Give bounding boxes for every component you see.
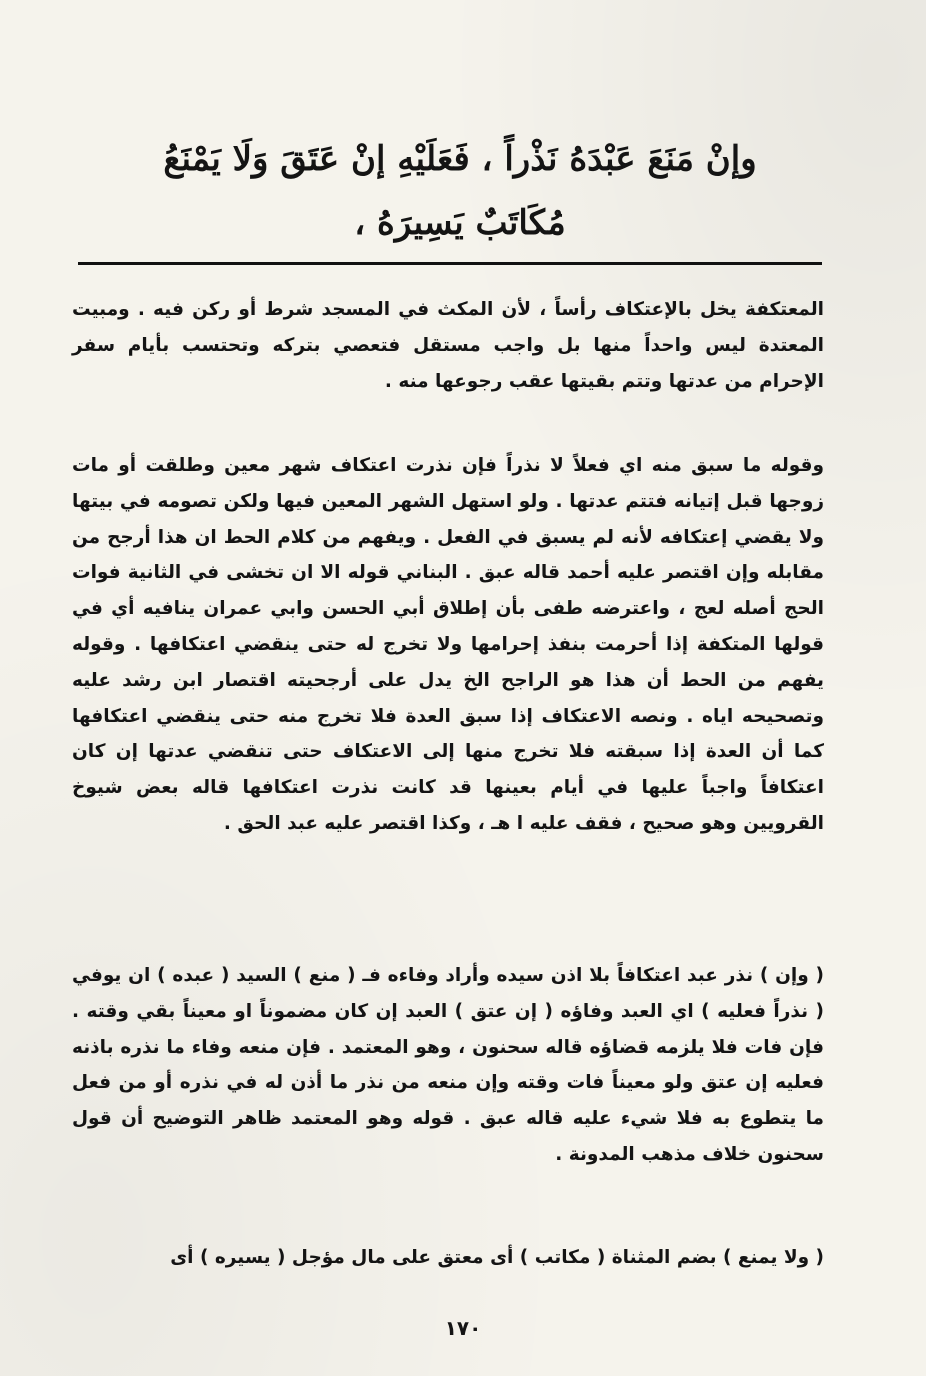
separator-rule [78, 262, 822, 265]
commentary-paragraph-1: المعتكفة يخل بالإعتكاف رأساً ، لأن المكث في المسجد شرط أو ركن فيه . ومبيت المعتدة ليس واحداً منها بل واجب مستقل فتعصي بتركه وتحتسب بأيام سفر الإحرام من عدتها وتتم بقيتها عقب رجوعها منه . [72, 299, 824, 392]
commentary-paragraph-3: ( وإن ) نذر عبد اعتكافاً بلا اذن سيده وأراد وفاءه فـ ( منع ) السيد ( عبده ) ان يوفي ( نذراً فعليه ) اي العبد وفاؤه ( إن عتق ) العبد إن كان مضموناً او معيناً بقي وقته . فإن فات فلا يلزمه قضاؤه قاله سحنون ، وهو المعتمد . فإن منعه وفاء ما نذره باذنه فعليه إن عتق ولو معيناً فات وقته وإن منعه من نذر ما أذن له في نذره أو من فعل ما يتطوع به فلا شيء عليه قاله عبق . قوله وهو المعتمد ظاهر التوضيح أن قول سحنون خلاف مذهب المدونة . [72, 965, 824, 1165]
matn-line-2: مُكَاتَبٌ يَسِيرَهُ ، [354, 203, 566, 243]
page-number: ١٧٠ [444, 1316, 482, 1340]
commentary-paragraph-2: وقوله ما سبق منه اي فعلاً لا نذراً فإن نذرت اعتكاف شهر معين وطلقت أو مات زوجها قبل إتيانه فتتم عدتها . ولو استهل الشهر المعين فيها ولكن تصومه في بيتها ولا يقضي إعتكافه لأنه لم يسبق في الفعل . ويفهم من كلام الحط ان هذا أرجح من مقابله وإن اقتصر عليه أحمد قاله عبق . البناني قوله الا ان تخشى في الثانية فوات الحج أصله لعج ، واعترضه طفى بأن إطلاق أبي الحسن وابي عمران ينافيه أي في قولها المتكفة إذا أحرمت بنفذ إحرامها ولا تخرج له حتى ينقضي اعتكافها . وقوله يفهم من الحط أن هذا هو الراجح الخ يدل على أرجحيته اقتصار ابن رشد عليه وتصحيحه اياه . ونصه الاعتكاف إذا سبق العدة فلا تخرج منه حتى ينقضي اعتكافها كما أن العدة إذا سبقته فلا تخرج منها إلى الاعتكاف حتى تنقضي عدتها إن كان اعتكافاً واجباً عليها في أيام بعينها قد كانت نذرت اعتكافها قاله بعض شيوخ القرويين وهو صحيح ، فقف عليه ا هـ ، وكذا اقتصر عليه عبد الحق . [72, 455, 824, 834]
matn-line-1: وإنْ مَنَعَ عَبْدَهُ نَذْراً ، فَعَلَيْهِ إنْ عَتَقَ وَلَا يَمْنَعُ [163, 139, 757, 179]
commentary-paragraph-4: ( ولا يمنع ) بضم المثناة ( مكاتب ) أى معتق على مال مؤجل ( يسيره ) أى [170, 1247, 824, 1268]
